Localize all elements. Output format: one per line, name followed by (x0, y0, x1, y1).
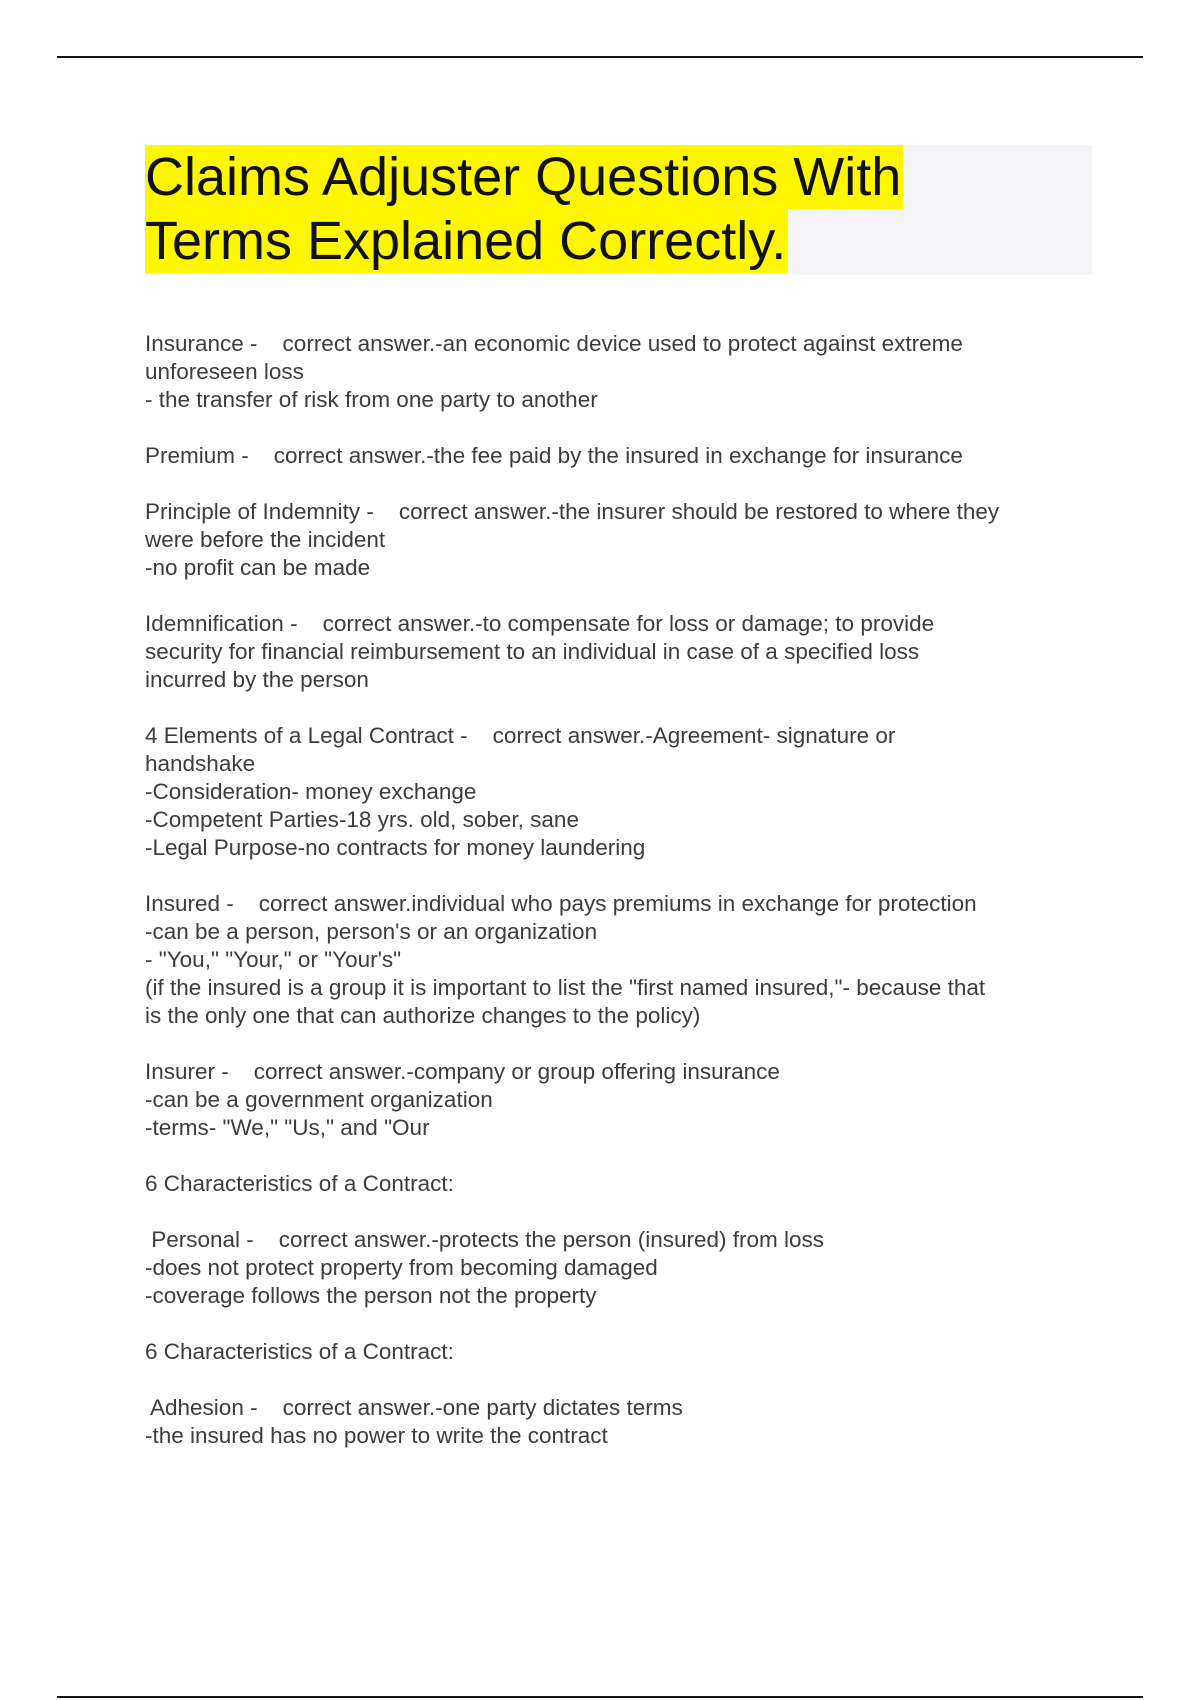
qa-entry (145, 442, 1095, 470)
entry-line: -Legal Purpose-no contracts for money laundering (145, 835, 646, 860)
entry-line: Principle of Indemnity - correct answer.-the insurer should be restored to where they (145, 499, 1000, 524)
entry-line: incurred by the person (145, 667, 369, 692)
qa-entry (145, 722, 1095, 862)
entry-line: -the insured has no power to write the contract (145, 1423, 608, 1448)
entry-line: 6 Characteristics of a Contract: (145, 1339, 454, 1364)
document-title (145, 145, 1092, 273)
document-body (145, 330, 1095, 1478)
title-line-1: Claims Adjuster Questions With (145, 147, 902, 207)
entry-line: -can be a government organization (145, 1087, 493, 1112)
entry-line: -no profit can be made (145, 555, 371, 580)
bottom-rule (57, 1696, 1143, 1698)
entry-line: Insurance - correct answer.-an economic device used to protect against extreme (145, 331, 963, 356)
entry-line: - "You," "Your," or "Your's" (145, 947, 402, 972)
entry-line: -can be a person, person's or an organization (145, 919, 598, 944)
qa-entry (145, 1170, 1095, 1198)
qa-entry (145, 610, 1095, 694)
entry-line: - the transfer of risk from one party to another (145, 387, 598, 412)
entry-line: (if the insured is a group it is important to list the "first named insured,"- because that (145, 975, 986, 1000)
qa-entry (145, 498, 1095, 582)
entry-line: -Competent Parties-18 yrs. old, sober, sane (145, 807, 579, 832)
qa-entry (145, 1394, 1095, 1450)
entry-line: 4 Elements of a Legal Contract - correct answer.-Agreement- signature or (145, 723, 896, 748)
entry-line: Adhesion - correct answer.-one party dictates terms (145, 1395, 683, 1420)
title-block (145, 145, 1092, 275)
entry-line: unforeseen loss (145, 359, 304, 384)
title-line-2: Terms Explained Correctly. (145, 211, 787, 271)
qa-entry (145, 1058, 1095, 1142)
entry-line: Premium - correct answer.-the fee paid by the insured in exchange for insurance (145, 443, 963, 468)
entry-line: -coverage follows the person not the property (145, 1283, 597, 1308)
entry-line: -does not protect property from becoming damaged (145, 1255, 658, 1280)
qa-entry (145, 330, 1095, 414)
entry-line: is the only one that can authorize changes to the policy) (145, 1003, 701, 1028)
entry-line: Insurer - correct answer.-company or group offering insurance (145, 1059, 780, 1084)
entry-line: security for financial reimbursement to an individual in case of a specified loss (145, 639, 920, 664)
entry-line: 6 Characteristics of a Contract: (145, 1171, 454, 1196)
top-rule (57, 56, 1143, 58)
entry-line: -Consideration- money exchange (145, 779, 477, 804)
qa-entry (145, 890, 1095, 1030)
entry-line: handshake (145, 751, 256, 776)
entry-line: Personal - correct answer.-protects the person (insured) from loss (145, 1227, 825, 1252)
entry-line: were before the incident (145, 527, 386, 552)
entry-line: -terms- "We," "Us," and "Our (145, 1115, 430, 1140)
entry-line: Idemnification - correct answer.-to compensate for loss or damage; to provide (145, 611, 935, 636)
qa-entry (145, 1338, 1095, 1366)
qa-entry (145, 1226, 1095, 1310)
entry-line: Insured - correct answer.individual who pays premiums in exchange for protection (145, 891, 977, 916)
